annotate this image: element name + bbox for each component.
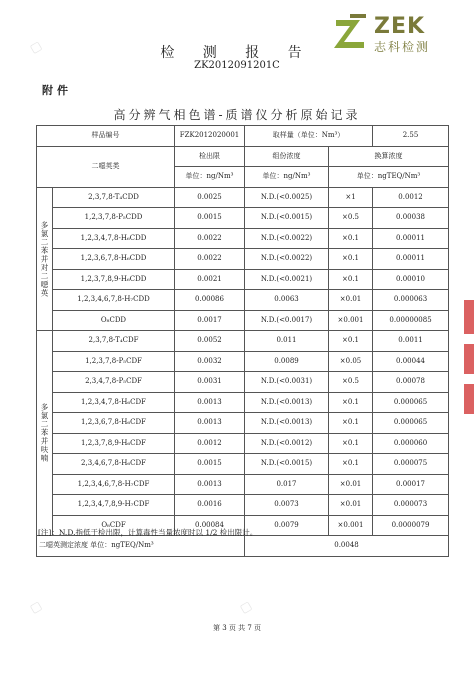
table-row xyxy=(37,228,449,249)
teq-cell: 0.000065 xyxy=(373,392,449,413)
compound-cell: 1,2,3,7,8-P₅CDF xyxy=(53,351,175,372)
total-value: 0.0048 xyxy=(245,536,449,557)
concentration-cell: 0.017 xyxy=(245,474,329,495)
detection-limit-cell: 0.0013 xyxy=(175,474,245,495)
tef-cell: ×0.1 xyxy=(329,249,373,270)
table-row xyxy=(37,495,449,516)
logo-text-cn: 志科检测 xyxy=(374,40,431,54)
concentration-cell: 0.0079 xyxy=(245,515,329,536)
compound-cell: 2,3,4,6,7,8-H₆CDF xyxy=(53,454,175,475)
compound-cell: 1,2,3,4,6,7,8-H₇CDF xyxy=(53,474,175,495)
detection-limit-cell: 0.0021 xyxy=(175,269,245,290)
detection-limit-cell: 0.0013 xyxy=(175,392,245,413)
table-row xyxy=(37,351,449,372)
compound-cell: 1,2,3,4,7,8,9-H₇CDF xyxy=(53,495,175,516)
compound-cell: O₈CDF xyxy=(53,515,175,536)
watermark-icon: ▢ xyxy=(27,38,45,56)
compound-cell: 1,2,3,4,6,7,8-H₇CDD xyxy=(53,290,175,311)
tef-cell: ×0.1 xyxy=(329,433,373,454)
sample-no-value: FZK2012020001 xyxy=(175,126,245,147)
detection-limit-cell: 0.0013 xyxy=(175,413,245,434)
detection-limit-cell: 0.0012 xyxy=(175,433,245,454)
concentration-cell: N.D.(<0.0017) xyxy=(245,310,329,331)
concentration-header: 组份浓度 xyxy=(245,146,329,167)
teq-cell: 0.000063 xyxy=(373,290,449,311)
teq-cell: 0.0000079 xyxy=(373,515,449,536)
concentration-cell: N.D.(<0.0013) xyxy=(245,392,329,413)
concentration-cell: N.D.(<0.0031) xyxy=(245,372,329,393)
concentration-cell: N.D.(<0.0022) xyxy=(245,228,329,249)
tef-cell: ×0.5 xyxy=(329,208,373,229)
table-row xyxy=(37,392,449,413)
detection-limit-cell: 0.0015 xyxy=(175,208,245,229)
compound-cell: 1,2,3,7,8,9-H₆CDF xyxy=(53,433,175,454)
table-row xyxy=(37,474,449,495)
concentration-cell: 0.0063 xyxy=(245,290,329,311)
page-number: 第 3 页 共 7 页 xyxy=(212,624,262,632)
table-row xyxy=(37,310,449,331)
compound-cell: 1,2,3,6,7,8-H₆CDD xyxy=(53,249,175,270)
report-number: ZK2012091201C xyxy=(194,60,280,71)
detection-limit-cell: 0.0032 xyxy=(175,351,245,372)
table-row xyxy=(37,413,449,434)
table-title: 高分辨气相色谱-质谱仪分析原始记录 xyxy=(113,108,361,122)
table-row xyxy=(37,126,449,147)
compound-cell: O₈CDD xyxy=(53,310,175,331)
teq-cell: 0.00000085 xyxy=(373,310,449,331)
concentration-cell: 0.011 xyxy=(245,331,329,352)
teq-cell: 0.00010 xyxy=(373,269,449,290)
tef-cell: ×0.5 xyxy=(329,372,373,393)
detection-limit-cell: 0.0031 xyxy=(175,372,245,393)
detection-limit-cell: 0.0015 xyxy=(175,454,245,475)
table-note: [注]：N.D.指低于检出限，计算毒性当量浓度时以 1/2 检出限计。 xyxy=(38,528,258,537)
detection-limit-cell: 0.00086 xyxy=(175,290,245,311)
sample-volume-value: 2.55 xyxy=(373,126,449,147)
detection-limit-cell: 0.0016 xyxy=(175,495,245,516)
teq-cell: 0.0011 xyxy=(373,331,449,352)
watermark-icon: ▢ xyxy=(237,598,255,616)
teq-cell: 0.00078 xyxy=(373,372,449,393)
compound-cell: 1,2,3,7,8-P₅CDD xyxy=(53,208,175,229)
group-label: 多氯二苯并呋喃 xyxy=(37,331,53,536)
tef-cell: ×1 xyxy=(329,187,373,208)
teq-cell: 0.00011 xyxy=(373,228,449,249)
teq-cell: 0.00017 xyxy=(373,474,449,495)
tef-cell: ×0.1 xyxy=(329,454,373,475)
table-row xyxy=(37,331,449,352)
sample-volume-label: 取样量（单位：Nm³） xyxy=(245,126,373,147)
teq-cell: 0.00044 xyxy=(373,351,449,372)
red-stamp-icon xyxy=(460,300,474,420)
concentration-cell: N.D.(<0.0021) xyxy=(245,269,329,290)
teq-header: 换算浓度 xyxy=(329,146,449,167)
tef-cell: ×0.01 xyxy=(329,290,373,311)
compound-header: 二噁英类 xyxy=(37,146,175,187)
sample-no-label: 样品编号 xyxy=(37,126,175,147)
table-row xyxy=(37,269,449,290)
table-row xyxy=(37,249,449,270)
detection-limit-header: 检出限 xyxy=(175,146,245,167)
concentration-cell: N.D.(<0.0013) xyxy=(245,413,329,434)
teq-cell: 0.00011 xyxy=(373,249,449,270)
unit-conc: 单位：ng/Nm³ xyxy=(245,167,329,188)
tef-cell: ×0.001 xyxy=(329,515,373,536)
detection-limit-cell: 0.0052 xyxy=(175,331,245,352)
tef-cell: ×0.1 xyxy=(329,392,373,413)
teq-cell: 0.0012 xyxy=(373,187,449,208)
detection-limit-cell: 0.0022 xyxy=(175,228,245,249)
results-table xyxy=(36,125,449,557)
compound-cell: 1,2,3,4,7,8-H₆CDD xyxy=(53,228,175,249)
concentration-cell: N.D.(<0.0015) xyxy=(245,208,329,229)
concentration-cell: 0.0073 xyxy=(245,495,329,516)
tef-cell: ×0.01 xyxy=(329,474,373,495)
watermark-icon: ▢ xyxy=(27,598,45,616)
table-row xyxy=(37,372,449,393)
detection-limit-cell: 0.0025 xyxy=(175,187,245,208)
teq-cell: 0.000073 xyxy=(373,495,449,516)
table-row xyxy=(37,208,449,229)
tef-cell: ×0.001 xyxy=(329,310,373,331)
teq-cell: 0.00038 xyxy=(373,208,449,229)
teq-cell: 0.000060 xyxy=(373,433,449,454)
total-label: 二噁英测定浓度 单位：ngTEQ/Nm³ xyxy=(37,536,245,557)
tef-cell: ×0.1 xyxy=(329,413,373,434)
tef-cell: ×0.1 xyxy=(329,228,373,249)
logo-text-en: ZEK xyxy=(374,14,426,39)
group-label: 多氯二苯并对二噁英 xyxy=(37,187,53,331)
tef-cell: ×0.1 xyxy=(329,269,373,290)
tef-cell: ×0.01 xyxy=(329,495,373,516)
compound-cell: 2,3,4,7,8-P₅CDF xyxy=(53,372,175,393)
table-row xyxy=(37,290,449,311)
compound-cell: 2,3,7,8-T₄CDD xyxy=(53,187,175,208)
concentration-cell: N.D.(<0.0025) xyxy=(245,187,329,208)
compound-cell: 2,3,7,8-T₄CDF xyxy=(53,331,175,352)
compound-cell: 1,2,3,4,7,8-H₆CDF xyxy=(53,392,175,413)
tef-cell: ×0.1 xyxy=(329,331,373,352)
compound-cell: 1,2,3,7,8,9-H₆CDD xyxy=(53,269,175,290)
detection-limit-cell: 0.00084 xyxy=(175,515,245,536)
table-row xyxy=(37,146,449,167)
unit-teq: 单位：ngTEQ/Nm³ xyxy=(329,167,449,188)
concentration-cell: N.D.(<0.0015) xyxy=(245,454,329,475)
teq-cell: 0.000075 xyxy=(373,454,449,475)
report-title: 检 测 报 告 xyxy=(160,45,314,61)
unit-dl: 单位：ng/Nm³ xyxy=(175,167,245,188)
concentration-cell: 0.0089 xyxy=(245,351,329,372)
table-row xyxy=(37,454,449,475)
appendix-label: 附件 xyxy=(42,84,72,97)
detection-limit-cell: 0.0017 xyxy=(175,310,245,331)
concentration-cell: N.D.(<0.0012) xyxy=(245,433,329,454)
table-row-total xyxy=(37,536,449,557)
tef-cell: ×0.05 xyxy=(329,351,373,372)
concentration-cell: N.D.(<0.0022) xyxy=(245,249,329,270)
teq-cell: 0.000065 xyxy=(373,413,449,434)
compound-cell: 1,2,3,6,7,8-H₆CDF xyxy=(53,413,175,434)
detection-limit-cell: 0.0022 xyxy=(175,249,245,270)
table-row xyxy=(37,433,449,454)
table-row xyxy=(37,187,449,208)
